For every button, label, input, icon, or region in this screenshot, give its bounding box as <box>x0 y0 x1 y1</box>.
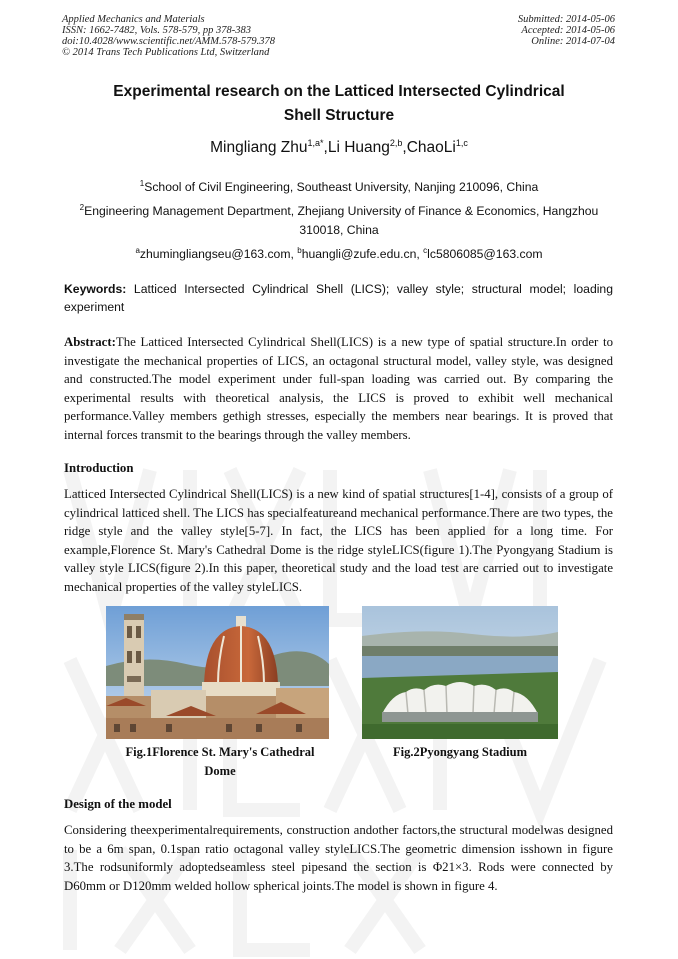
email-c: lc5806085@163.com <box>427 247 543 262</box>
email-c-marker: c <box>423 246 428 255</box>
keywords-label: Keywords: <box>64 282 127 296</box>
keywords-text: Latticed Intersected Cylindrical Shell (LICS); valley style; structural model; loading experiment <box>64 282 613 314</box>
author-3: ,ChaoLi <box>402 139 456 157</box>
figure-2-caption: Fig.2Pyongyang Stadium <box>392 745 528 759</box>
affiliation-2-line-2: 310018, China <box>299 223 379 238</box>
accepted-date: Accepted: 2014-05-06 <box>521 25 615 36</box>
keywords <box>64 280 613 316</box>
design-text: Considering theexperimentalrequirements, construction andother factors,the structural modelwas designed to be a 6m span, 0.1span ratio octagonal valley styleLICS.The geometric dimension isshown in figure 3.The rodsuniformly adoptedseamless steel pipesand the section is Φ21×3. Rods were connected by D60mm or D120mm welded hollow spherical joints.The model is shown in figure 4. <box>64 823 613 893</box>
title-line-2: Shell Structure <box>283 107 395 124</box>
abstract-text: The Latticed Intersected Cylindrical Shell(LICS) is a new type of spatial structure.In order to investigate the mechanical properties of LICS, an octagonal structural model, valley style, was designed and constructed.The model experiment under full-span loading was carried out. By comparing the experimental results with theoretical analysis, the LICS is proved to exhibit well mechanical performance.Valley members gethigh stresses, especially the members near bearings. It is proved that internal forces transmit to the bearings through the valley members. <box>64 335 613 442</box>
journal-copyright: © 2014 Trans Tech Publications Ltd, Switzerland <box>62 47 270 58</box>
abstract <box>64 333 613 445</box>
introduction-text: Latticed Intersected Cylindrical Shell(LICS) is a new kind of spatial structures[1-4], consists of a group of cylindrical latticed shell. The LICS has specialfeatureand mechanical performance.There are two types, the ridge style and the valley style[5-7]. In fact, the LICS has been applied for a long time. For example,Florence St. Mary's Cathedral Dome is the ridge styleLICS(figure 1).The Pyongyang Stadium is valley style LICS(figure 2).In this paper, theoretical study and the load test are carried out to investigate mechanical properties of the valley styleLICS. <box>64 487 613 594</box>
figure-1-caption-line-2: Dome <box>204 764 236 778</box>
affiliation-2-line-1: Engineering Management Department, Zhejiang University of Finance & Economics, Hangzhou <box>84 204 599 219</box>
journal-issn: ISSN: 1662-7482, Vols. 578-579, pp 378-383 <box>62 25 251 36</box>
figure-1-florence-cathedral-photo <box>106 606 329 739</box>
abstract-label: Abstract: <box>64 335 116 349</box>
journal-doi: doi:10.4028/www.scientific.net/AMM.578-579.378 <box>62 36 275 47</box>
affiliation-1 <box>62 174 616 197</box>
figure-1-caption-line-1: Fig.1Florence St. Mary's Cathedral <box>125 745 315 759</box>
affiliation-2 <box>62 198 616 240</box>
journal-header <box>62 14 275 58</box>
email-a-marker: a <box>135 246 140 255</box>
figure-2-pyongyang-stadium-photo <box>362 606 558 739</box>
submission-dates <box>518 14 615 47</box>
email-a: zhumingliangseu@163.com, <box>139 247 298 262</box>
figure-1-caption <box>100 743 340 781</box>
email-b: huangli@zufe.edu.cn, <box>301 247 424 262</box>
affiliation-1-marker: 1 <box>139 179 145 188</box>
online-date: Online: 2014-07-04 <box>531 36 615 47</box>
author-3-affil: 1,c <box>455 138 468 148</box>
author-emails <box>62 241 616 264</box>
author-1-affil: 1,a* <box>307 138 324 148</box>
title-line-1: Experimental research on the Latticed Intersected Cylindrical <box>113 83 565 100</box>
affiliation-1-text: School of Civil Engineering, Southeast University, Nanjing 210096, China <box>144 180 539 195</box>
introduction-heading: Introduction <box>64 461 134 475</box>
affiliation-2-marker: 2 <box>79 203 85 212</box>
paper-title <box>62 80 616 128</box>
author-1: Mingliang Zhu <box>210 139 308 157</box>
submitted-date: Submitted: 2014-05-06 <box>517 14 615 25</box>
author-2-affil: 2,b <box>389 138 403 148</box>
author-2: ,Li Huang <box>323 139 390 157</box>
design-heading: Design of the model <box>64 797 172 811</box>
author-list <box>62 138 616 157</box>
email-b-marker: b <box>297 246 302 255</box>
journal-name: Applied Mechanics and Materials <box>62 14 205 25</box>
